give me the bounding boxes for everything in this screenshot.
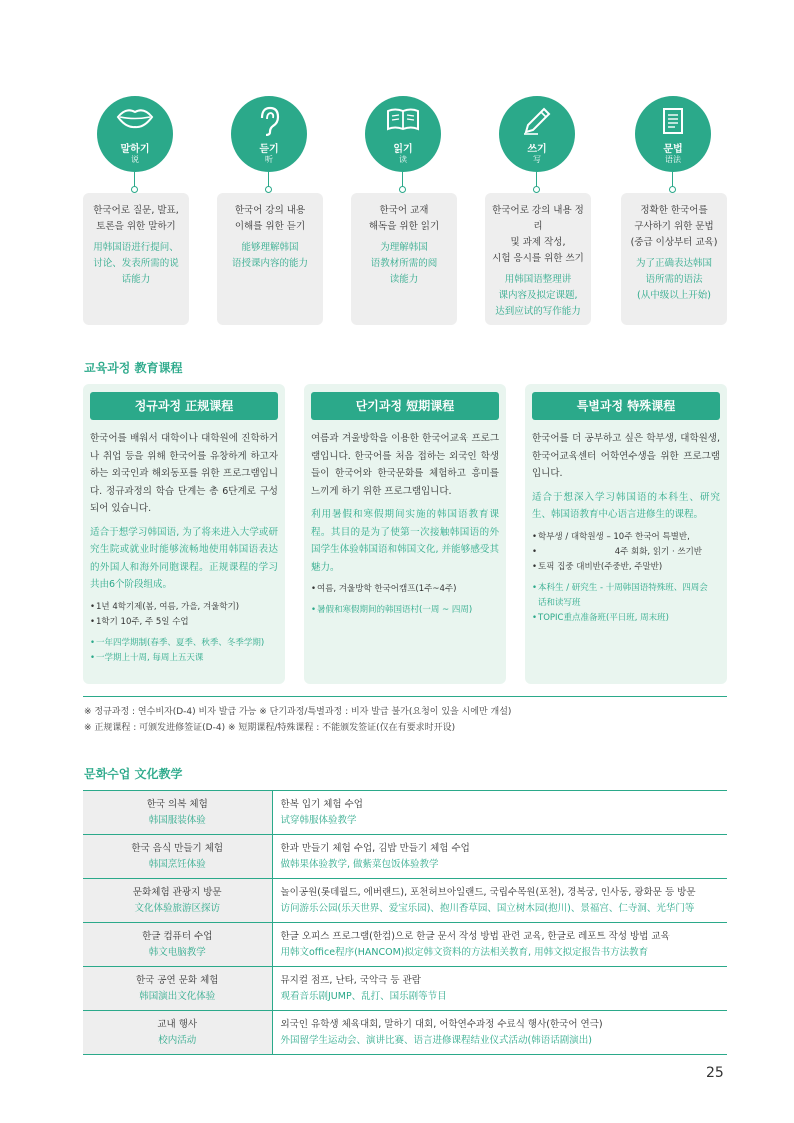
culture-desc bbox=[272, 1011, 727, 1055]
culture-desc bbox=[272, 967, 727, 1011]
pencil-icon bbox=[499, 106, 575, 136]
course-items bbox=[90, 600, 278, 630]
culture-name-zh: 韩文电脑教学 bbox=[148, 946, 206, 958]
connector-dot bbox=[533, 186, 540, 193]
skill-name-ko: 말하기 bbox=[120, 144, 150, 155]
skill-desc-zh: 为了正确表达韩国 语所需的语法 (从中级以上开始) bbox=[635, 258, 712, 301]
culture-name-zh: 文化体验旅游区探访 bbox=[134, 902, 220, 914]
course-desc-ko: 한국어를 더 공부하고 싶은 학부생, 대학원생, 한국어교육센터 어학연수생을 위한 프로그램입니다. bbox=[532, 433, 720, 479]
culture-desc-ko: 외국인 유학생 체육대회, 말하기 대회, 어학연수과정 수료식 행사(한국어 연극) bbox=[280, 1018, 603, 1030]
skill-description bbox=[217, 193, 323, 325]
course-title: 정규과정 正规课程 bbox=[90, 392, 278, 420]
course-desc-zh: 适合于想深入学习韩国语的本科生、研究生、韩国语教育中心语言进修生的课程。 bbox=[532, 491, 720, 520]
table-row bbox=[83, 923, 727, 967]
culture-name bbox=[83, 791, 272, 835]
culture-desc-zh: 用韩文office程序(HANCOM)拟定韩文资料的方法相关教育, 用韩文拟定报告书方法教育 bbox=[280, 946, 649, 958]
culture-name-ko: 한글 컴퓨터 수업 bbox=[142, 930, 213, 942]
list-item: • 학부생 / 대학원생 – 10주 한국어 특별반, bbox=[532, 530, 720, 545]
language-skills bbox=[83, 96, 727, 332]
connector-dot bbox=[669, 186, 676, 193]
culture-desc-ko: 한글 오피스 프로그램(한컴)으로 한글 문서 작성 방법 관련 교육, 한글로 레포트 작성 방법 교육 bbox=[280, 930, 670, 942]
course-list bbox=[83, 384, 727, 684]
skill-desc-ko: 한국어로 질문, 발표, 토론을 위한 말하기 bbox=[93, 205, 179, 232]
skill-desc-zh: 用韩国语整理讲 课内容及拟定课题, 达到应试的写作能力 bbox=[495, 274, 581, 317]
list-item: • 本科生 / 研究生 - 十周韩国语特殊班、四周会 话和读写班 bbox=[532, 581, 720, 611]
lips-icon bbox=[97, 106, 173, 136]
culture-desc-ko: 한복 입기 체험 수업 bbox=[280, 798, 363, 810]
skill-speaking bbox=[83, 96, 189, 332]
skill-desc-zh: 为理解韩国 语教材所需的阅 读能力 bbox=[370, 242, 438, 285]
culture-name-ko: 한국 공연 문화 체험 bbox=[136, 974, 219, 986]
skill-name-ko: 듣기 bbox=[259, 144, 279, 155]
culture-desc-ko: 놀이공원(롯데월드, 에버랜드), 포천허브아일랜드, 국립수목원(포천), 경복궁, 인사동, 광화문 등 방문 bbox=[280, 886, 696, 898]
skill-circle bbox=[635, 96, 711, 172]
table-row bbox=[83, 835, 727, 879]
culture-name bbox=[83, 923, 272, 967]
course-items-zh bbox=[532, 581, 720, 626]
culture-name-ko: 한국 의복 체험 bbox=[146, 798, 208, 810]
table-row bbox=[83, 791, 727, 835]
curriculum-title: 교육과정 教育课程 bbox=[84, 361, 183, 375]
skill-circle bbox=[97, 96, 173, 172]
course-desc-ko: 한국어를 배워서 대학이나 대학원에 진학하거나 취업 등을 위해 한국어를 유창하게 하고자 하는 외국인과 해외동포를 위한 프로그램입니다. 정규과정의 학습 단계는 총 6단계로 구성되어 있습니다. bbox=[90, 433, 278, 514]
culture-name-zh: 韩国烹饪体验 bbox=[148, 858, 206, 870]
visa-note-zh: ※ 正规课程 : 可颁发进修签证(D-4) ※ 短期课程/特殊课程 : 不能颁发签证(仅在有要求时开设) bbox=[84, 723, 456, 733]
skill-name-ko: 쓰기 bbox=[527, 144, 547, 155]
list-item: • 여름, 겨울방학 한국어캠프(1주~4주) bbox=[311, 582, 499, 597]
culture-name-ko: 문화체험 관광지 방문 bbox=[132, 886, 222, 898]
course-items bbox=[532, 530, 720, 575]
culture-desc bbox=[272, 923, 727, 967]
connector-dot bbox=[265, 186, 272, 193]
list-item: • 토픽 집중 대비반(주중반, 주말반) bbox=[532, 560, 720, 575]
skill-name-zh: 听 bbox=[265, 155, 273, 164]
table-row bbox=[83, 1011, 727, 1055]
course-desc-zh: 适合于想学习韩国语, 为了将来进入大学或研究生院或就业时能够流畅地使用韩国语表达的外国人和海外同胞课程。正规课程的学习共由6个阶段组成。 bbox=[90, 526, 278, 590]
list-item: • 一学期上十周, 每周上五天课 bbox=[90, 651, 278, 666]
skill-listening bbox=[217, 96, 323, 332]
culture-desc-ko: 뮤지컬 점프, 난타, 국악극 등 관람 bbox=[280, 974, 421, 986]
culture-name-zh: 韩国服装体验 bbox=[148, 814, 206, 826]
skill-name-zh: 写 bbox=[533, 155, 541, 164]
culture-desc bbox=[272, 791, 727, 835]
culture-desc bbox=[272, 879, 727, 923]
culture-desc bbox=[272, 835, 727, 879]
skill-grammar bbox=[621, 96, 727, 332]
culture-name bbox=[83, 835, 272, 879]
skill-description bbox=[83, 193, 189, 325]
course-items bbox=[311, 582, 499, 597]
culture-name bbox=[83, 967, 272, 1011]
skill-desc-ko: 한국어 강의 내용 이해를 위한 듣기 bbox=[234, 205, 306, 232]
list-item-continued: • 4주 회화, 읽기 · 쓰기반 bbox=[532, 545, 720, 560]
skill-description bbox=[485, 193, 591, 325]
skill-description bbox=[351, 193, 457, 325]
culture-name-ko: 한국 음식 만들기 체험 bbox=[131, 842, 224, 854]
skill-desc-zh: 能够理解韩国 语授课内容的能力 bbox=[231, 242, 308, 269]
culture-desc-zh: 做韩果体验教学, 做紫菜包饭体验教学 bbox=[280, 858, 439, 870]
skill-name-ko: 문법 bbox=[663, 144, 683, 155]
culture-name-zh: 韩国演出文化体验 bbox=[139, 990, 216, 1002]
culture-title: 문화수업 文化教学 bbox=[84, 767, 183, 781]
culture-desc-zh: 观看音乐剧JUMP、乱打、国乐剧等节目 bbox=[280, 990, 447, 1002]
list-item: • 1학기 10주, 주 5일 수업 bbox=[90, 615, 278, 630]
table-row bbox=[83, 967, 727, 1011]
list-item: • 暑假和寒假期间的韩国语村(一周 ~ 四周) bbox=[311, 603, 499, 618]
table-row bbox=[83, 879, 727, 923]
divider bbox=[83, 696, 727, 697]
culture-table bbox=[83, 790, 727, 1055]
ear-icon bbox=[231, 106, 307, 136]
book-icon bbox=[365, 106, 441, 136]
culture-name bbox=[83, 1011, 272, 1055]
skill-desc-zh: 用韩国语进行提问、 讨论、发表所需的说 话能力 bbox=[93, 242, 179, 285]
skill-description bbox=[621, 193, 727, 325]
skill-desc-ko: 한국어로 강의 내용 정리 및 과제 작성, 시험 응시를 위한 쓰기 bbox=[492, 205, 584, 264]
connector-dot bbox=[131, 186, 138, 193]
course-title: 특별과정 特殊课程 bbox=[532, 392, 720, 420]
page-number: 25 bbox=[706, 1065, 724, 1081]
skill-circle bbox=[499, 96, 575, 172]
course-title: 단기과정 短期课程 bbox=[311, 392, 499, 420]
course-items-zh bbox=[90, 636, 278, 666]
culture-name-zh: 校内活动 bbox=[158, 1034, 197, 1046]
visa-note-ko: ※ 정규과정 : 연수비자(D-4) 비자 발급 가능 ※ 단기과정/특별과정 : 비자 발급 불가(요청이 있을 시에만 개설) bbox=[84, 707, 512, 717]
skill-circle bbox=[231, 96, 307, 172]
list-item: • 一年四学期制(春季、夏季、秋季、冬季学期) bbox=[90, 636, 278, 651]
course-desc-ko: 여름과 겨울방학을 이용한 한국어교육 프로그램입니다. 한국어를 처음 접하는 외국인 학생들이 한국어와 한국문화를 체험하고 흥미를 느끼게 하기 위한 프로그램입니다. bbox=[311, 433, 499, 497]
skill-reading bbox=[351, 96, 457, 332]
culture-desc-ko: 한과 만들기 체험 수업, 김밥 만들기 체험 수업 bbox=[280, 842, 470, 854]
culture-name-ko: 교내 행사 bbox=[157, 1018, 198, 1030]
skill-name-zh: 读 bbox=[399, 155, 407, 164]
skill-name-zh: 语法 bbox=[665, 155, 681, 164]
culture-desc-zh: 外国留学生运动会、演讲比赛、语言进修课程结业仪式活动(韩语话剧演出) bbox=[280, 1034, 592, 1046]
skill-desc-ko: 정확한 한국어를 구사하기 위한 문법 (중급 이상부터 교육) bbox=[630, 205, 718, 248]
course-items-zh bbox=[311, 603, 499, 618]
course-regular bbox=[83, 384, 285, 684]
culture-desc-zh: 访问游乐公园(乐天世界、爱宝乐园)、抱川香草园、国立树木园(抱川)、景福宫、仁寺洞、光华门等 bbox=[280, 902, 695, 914]
list-item: • 1년 4학기제(봄, 여름, 가을, 겨울학기) bbox=[90, 600, 278, 615]
skill-writing bbox=[485, 96, 591, 332]
connector-dot bbox=[399, 186, 406, 193]
course-special bbox=[525, 384, 727, 684]
culture-desc-zh: 试穿韩服体验教学 bbox=[280, 814, 357, 826]
skill-name-zh: 说 bbox=[131, 155, 139, 164]
course-short-term bbox=[304, 384, 506, 684]
list-item: • TOPIC重点准备班(平日班, 周末班) bbox=[532, 611, 720, 626]
skill-name-ko: 읽기 bbox=[393, 144, 413, 155]
skill-circle bbox=[365, 96, 441, 172]
course-desc-zh: 利用暑假和寒假期间实施的韩国语教育课程。其目的是为了使第一次接触韩国语的外国学生体验韩国语和韩国文化, 并能够感受其魅力。 bbox=[311, 509, 499, 573]
culture-name bbox=[83, 879, 272, 923]
document-icon bbox=[635, 106, 711, 136]
skill-desc-ko: 한국어 교재 해독을 위한 읽기 bbox=[368, 205, 440, 232]
